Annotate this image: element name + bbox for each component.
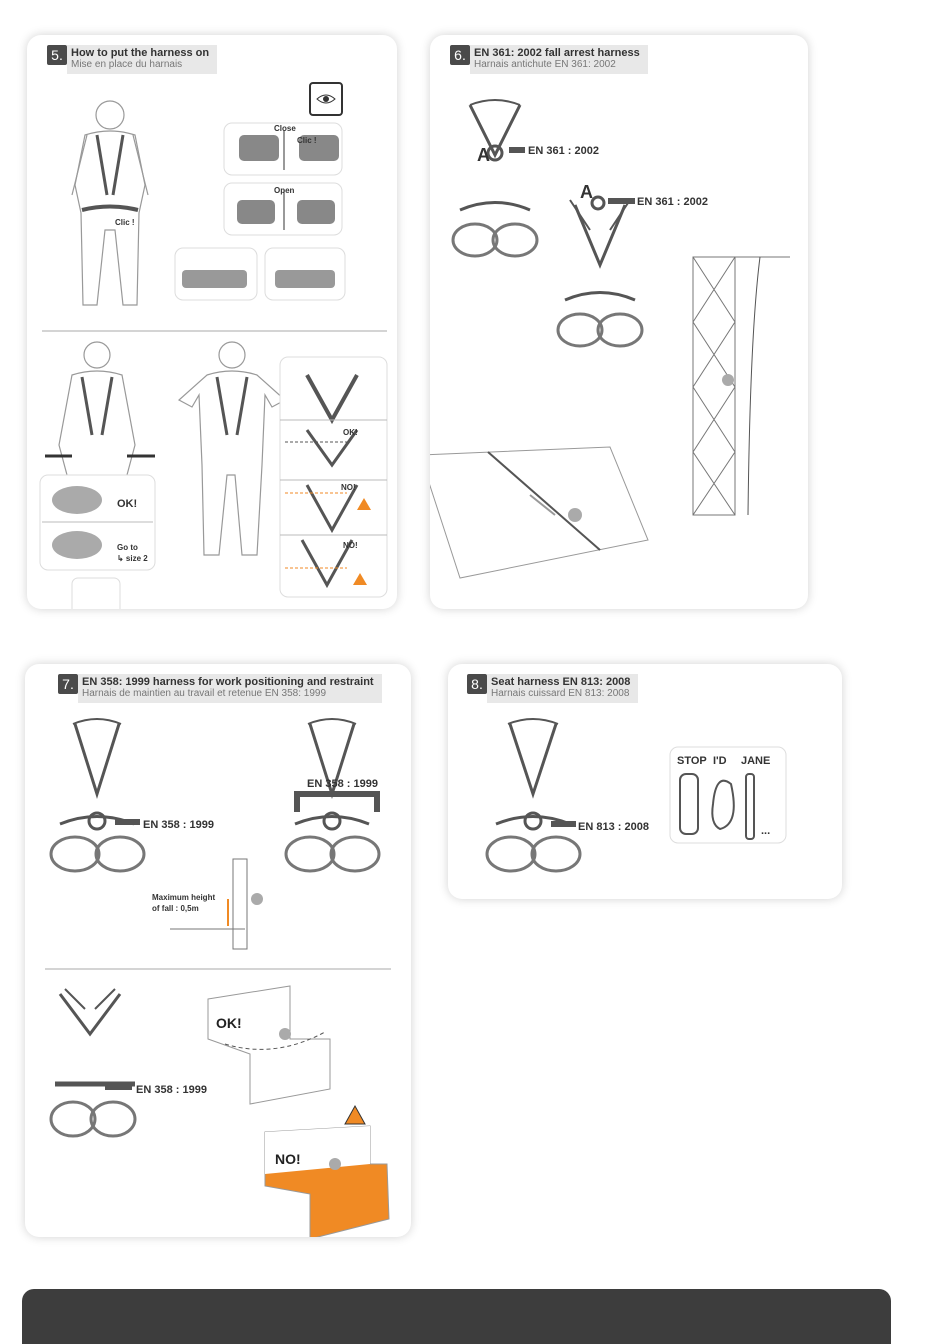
- section-subtitle: Mise en place du harnais: [71, 59, 183, 70]
- panel-en361: [430, 35, 808, 609]
- section-number: 6.: [450, 45, 470, 65]
- anchor-label-a-2: A: [580, 182, 593, 202]
- harness-figure: [487, 719, 580, 871]
- std-label-2: EN 361 : 2002: [637, 196, 708, 208]
- no-label: NO!: [275, 1151, 301, 1167]
- harness-figure: [453, 100, 537, 256]
- device-label-jane: JANE: [741, 755, 771, 767]
- person-figure: [72, 101, 148, 305]
- section-title: How to put the harness on: [71, 47, 210, 59]
- ok-label: OK!: [216, 1015, 242, 1031]
- panel-en813: [448, 664, 842, 899]
- en358-illustrations: [25, 664, 411, 1237]
- adjust-buckle-diagrams: [175, 248, 345, 300]
- clic-label: Clic !: [115, 218, 135, 227]
- restraint-ok-diagram: [208, 986, 330, 1104]
- section-subtitle: Harnais antichute EN 361: 2002: [474, 59, 616, 70]
- more-label: ...: [761, 825, 771, 837]
- std-label: EN 813 : 2008: [578, 821, 649, 833]
- std-label-1: EN 361 : 2002: [528, 145, 599, 157]
- no-label-2: NO!: [343, 541, 358, 550]
- max-height-label-1: Maximum height: [152, 893, 216, 902]
- clic-label-2: Clic !: [297, 136, 317, 145]
- compatible-devices: [670, 747, 786, 843]
- shoulder-check-column: [280, 357, 387, 597]
- warning-icon: [345, 1106, 365, 1124]
- section-title: EN 358: 1999 harness for work positioning and restraint: [82, 676, 374, 688]
- size2-label: ↳ size 2: [117, 554, 148, 563]
- roof-diagram: [430, 447, 648, 578]
- device-label-stop: STOP: [677, 755, 707, 767]
- std-label-3: EN 358 : 1999: [136, 1084, 207, 1096]
- panel-en358: [25, 664, 411, 1237]
- section-number: 7.: [58, 674, 78, 694]
- section-number: 8.: [467, 674, 487, 694]
- leg-loop-check: [40, 475, 155, 570]
- person-figure-3: [179, 342, 285, 555]
- side-rings-arrows: [297, 794, 377, 812]
- std-label-1: EN 358 : 1999: [143, 819, 214, 831]
- buckle-open-diagram: [224, 183, 342, 235]
- tower-diagram: [693, 257, 790, 515]
- how-to-illustrations: [27, 35, 397, 609]
- ok-small-label: OK!: [343, 428, 358, 437]
- en361-illustrations: [430, 35, 808, 609]
- no-label-1: NO!: [341, 483, 356, 492]
- close-label: Close: [274, 124, 296, 133]
- en813-illustrations: [448, 664, 842, 899]
- restraint-no-diagram: [265, 1106, 389, 1237]
- panel-how-to-put-on: [27, 35, 397, 609]
- goto-label: Go to: [117, 543, 138, 552]
- open-label: Open: [274, 186, 295, 195]
- section-title: Seat harness EN 813: 2008: [491, 676, 631, 688]
- anchor-label-a: A: [477, 145, 490, 165]
- std-label-2: EN 358 : 1999: [307, 778, 378, 790]
- device-label-id: I'D: [713, 755, 727, 767]
- footer-bar: [22, 1289, 891, 1344]
- ok-label: OK!: [117, 498, 138, 510]
- harness-figure-2: [558, 197, 642, 346]
- buckle-detail: [72, 578, 120, 609]
- section-title: EN 361: 2002 fall arrest harness: [474, 47, 640, 59]
- pointer-arrow: [512, 147, 525, 150]
- harness-figure: [51, 719, 144, 871]
- max-height-label-2: of fall : 0,5m: [152, 904, 199, 913]
- harness-figure-3: [51, 989, 135, 1136]
- buckle-close-diagram: [224, 123, 342, 175]
- section-number: 5.: [47, 45, 67, 65]
- eye-icon: [310, 83, 342, 115]
- section-subtitle: Harnais cuissard EN 813: 2008: [491, 688, 630, 699]
- section-subtitle: Harnais de maintien au travail et retenue EN 358: 1999: [82, 688, 327, 699]
- fall-height-diagram: [152, 859, 263, 949]
